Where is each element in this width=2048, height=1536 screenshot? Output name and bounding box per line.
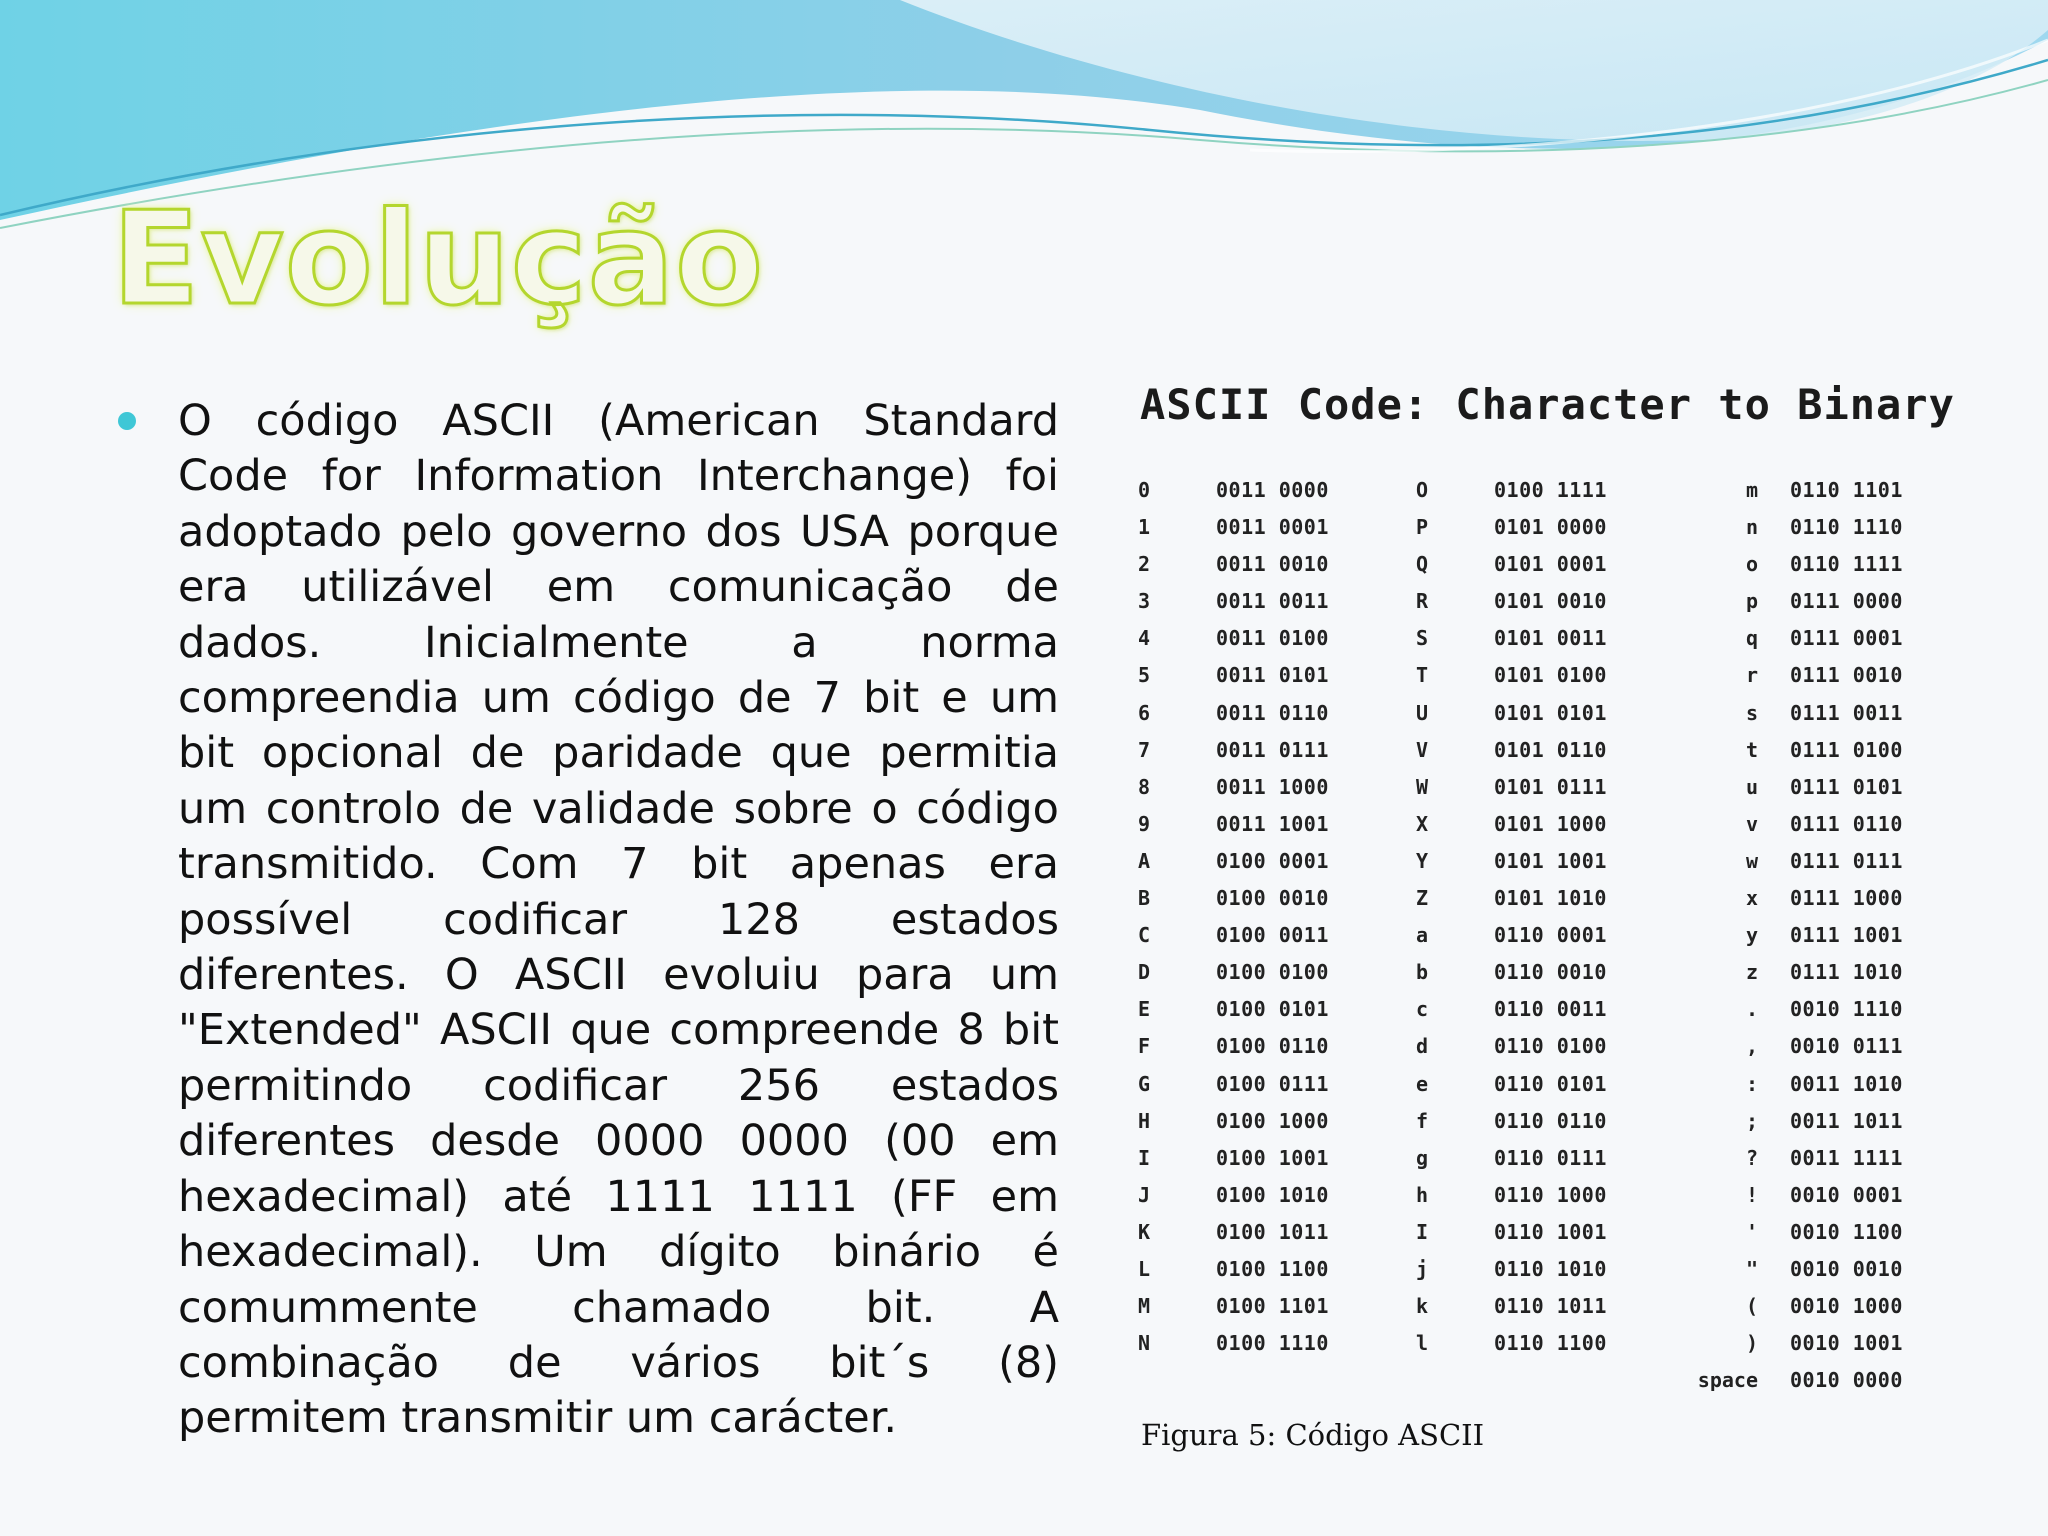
ascii-binary: 0110 1010	[1494, 1256, 1607, 1281]
ascii-character: !	[1745, 1182, 1758, 1207]
figure-caption: Figura 5: Código ASCII	[1141, 1418, 1485, 1452]
ascii-character: F	[1138, 1034, 1151, 1059]
ascii-character: S	[1416, 626, 1429, 651]
ascii-character: w	[1745, 848, 1758, 873]
ascii-character: L	[1138, 1256, 1151, 1281]
ascii-character: e	[1416, 1071, 1429, 1096]
ascii-row	[1138, 1177, 1418, 1214]
ascii-character: space	[1697, 1368, 1758, 1393]
ascii-binary: 0100 0011	[1216, 923, 1329, 948]
ascii-character: G	[1138, 1071, 1151, 1096]
ascii-row	[1138, 1028, 1418, 1065]
ascii-row	[1138, 546, 1418, 583]
ascii-row	[1662, 917, 1942, 954]
ascii-binary: 0101 0111	[1494, 774, 1607, 799]
ascii-character: 8	[1138, 774, 1151, 799]
ascii-binary: 0100 1110	[1216, 1331, 1329, 1356]
ascii-character: J	[1138, 1182, 1151, 1207]
ascii-character: M	[1138, 1294, 1151, 1319]
ascii-binary: 0110 1101	[1790, 478, 1903, 502]
ascii-row	[1416, 1103, 1696, 1140]
ascii-character: ?	[1745, 1145, 1758, 1170]
ascii-binary: 0010 1001	[1790, 1331, 1903, 1356]
ascii-binary: 0111 0111	[1790, 848, 1903, 873]
ascii-row	[1416, 769, 1696, 806]
ascii-column-1	[1138, 472, 1418, 1362]
ascii-binary: 0101 0101	[1494, 700, 1607, 725]
ascii-binary: 0011 1010	[1790, 1071, 1903, 1096]
ascii-row	[1416, 1066, 1696, 1103]
ascii-character: t	[1745, 737, 1758, 762]
ascii-row	[1662, 991, 1942, 1028]
ascii-row	[1138, 1288, 1418, 1325]
ascii-row	[1662, 769, 1942, 806]
ascii-row	[1416, 880, 1696, 917]
ascii-binary: 0111 0010	[1790, 663, 1903, 688]
figure-title: ASCII Code: Character to Binary	[1140, 380, 1955, 429]
ascii-binary: 0011 0111	[1216, 737, 1329, 762]
ascii-binary: 0101 0100	[1494, 663, 1607, 688]
ascii-row	[1662, 1325, 1942, 1362]
ascii-character: C	[1138, 923, 1151, 948]
ascii-character: T	[1416, 663, 1429, 688]
ascii-character: s	[1745, 700, 1758, 725]
ascii-row	[1416, 1177, 1696, 1214]
ascii-binary: 0011 1111	[1790, 1145, 1903, 1170]
ascii-binary: 0101 1010	[1494, 886, 1607, 911]
ascii-binary: 0011 0100	[1216, 626, 1329, 651]
ascii-binary: 0011 0000	[1216, 478, 1329, 502]
ascii-character: l	[1416, 1331, 1429, 1356]
ascii-binary: 0110 0010	[1494, 960, 1607, 985]
ascii-row	[1138, 1251, 1418, 1288]
ascii-row	[1138, 769, 1418, 806]
ascii-character: H	[1138, 1108, 1151, 1133]
ascii-binary: 0100 1111	[1494, 478, 1607, 502]
ascii-binary: 0010 0010	[1790, 1256, 1903, 1281]
ascii-row	[1416, 546, 1696, 583]
ascii-row	[1416, 695, 1696, 732]
ascii-binary: 0011 0001	[1216, 515, 1329, 540]
ascii-binary: 0011 0011	[1216, 589, 1329, 614]
ascii-character: I	[1416, 1219, 1429, 1244]
ascii-row	[1138, 843, 1418, 880]
ascii-binary: 0010 0001	[1790, 1182, 1903, 1207]
ascii-character: 2	[1138, 552, 1151, 577]
ascii-column-3	[1662, 472, 1942, 1399]
ascii-row	[1662, 1288, 1942, 1325]
ascii-binary: 0011 0101	[1216, 663, 1329, 688]
ascii-row	[1662, 1177, 1942, 1214]
ascii-character: I	[1138, 1145, 1151, 1170]
ascii-binary: 0011 0010	[1216, 552, 1329, 577]
ascii-character: f	[1416, 1108, 1429, 1133]
ascii-binary: 0100 0110	[1216, 1034, 1329, 1059]
ascii-row	[1662, 732, 1942, 769]
ascii-row	[1416, 1288, 1696, 1325]
ascii-character: (	[1745, 1294, 1758, 1319]
ascii-row	[1138, 695, 1418, 732]
ascii-character: V	[1416, 737, 1429, 762]
ascii-binary: 0010 1100	[1790, 1219, 1903, 1244]
ascii-binary: 0111 1000	[1790, 886, 1903, 911]
ascii-column-2	[1416, 472, 1696, 1362]
ascii-row	[1662, 1066, 1942, 1103]
ascii-binary: 0101 1001	[1494, 848, 1607, 873]
ascii-binary: 0011 1011	[1790, 1108, 1903, 1133]
body-paragraph: O código ASCII (American Standard Code for Information Interchange) foi adoptado pelo governo dos USA porque era utilizável em comunicação de dados. Inicialmente a norma compreendia um código de 7 bit e um bit opcional de paridade que permitia um controlo de validade sobre o código transmitido. Com 7 bit apenas era possível codificar 128 estados diferentes. O ASCII evoluiu para um "Extended" ASCII que compreende 8 bit permitindo codificar 256 estados diferentes desde 0000 0000 (00 em hexadecimal) até 1111 1111 (FF em hexadecimal). Um dígito binário é comummente chamado bit. A combinação de vários bit´s (8) permitem transmitir um carácter.	[178, 396, 1059, 1444]
bullet-icon	[118, 412, 136, 430]
ascii-row	[1138, 917, 1418, 954]
ascii-row	[1138, 620, 1418, 657]
ascii-character: h	[1416, 1182, 1429, 1207]
ascii-row	[1662, 657, 1942, 694]
ascii-row	[1138, 732, 1418, 769]
ascii-binary: 0111 0101	[1790, 774, 1903, 799]
ascii-character: 7	[1138, 737, 1151, 762]
ascii-binary: 0101 0001	[1494, 552, 1607, 577]
ascii-binary: 0111 0001	[1790, 626, 1903, 651]
ascii-character: 9	[1138, 811, 1151, 836]
ascii-row	[1662, 1362, 1942, 1399]
ascii-row	[1416, 1140, 1696, 1177]
ascii-row	[1662, 1028, 1942, 1065]
ascii-row	[1138, 954, 1418, 991]
ascii-row	[1138, 880, 1418, 917]
ascii-row	[1662, 843, 1942, 880]
ascii-row	[1138, 991, 1418, 1028]
ascii-character: 0	[1138, 478, 1151, 502]
ascii-binary: 0101 0110	[1494, 737, 1607, 762]
ascii-binary: 0011 1000	[1216, 774, 1329, 799]
ascii-character: a	[1416, 923, 1429, 948]
ascii-character: o	[1745, 552, 1758, 577]
ascii-binary: 0100 0010	[1216, 886, 1329, 911]
ascii-character: u	[1745, 774, 1758, 799]
ascii-row	[1416, 1028, 1696, 1065]
ascii-character: R	[1416, 589, 1429, 614]
ascii-row	[1416, 917, 1696, 954]
ascii-character: x	[1745, 886, 1758, 911]
ascii-character: E	[1138, 997, 1151, 1022]
ascii-binary: 0100 1101	[1216, 1294, 1329, 1319]
ascii-row	[1662, 880, 1942, 917]
ascii-character: j	[1416, 1256, 1429, 1281]
ascii-binary: 0100 1100	[1216, 1256, 1329, 1281]
ascii-row	[1662, 546, 1942, 583]
ascii-character: .	[1745, 997, 1758, 1022]
ascii-binary: 0110 0011	[1494, 997, 1607, 1022]
ascii-binary: 0100 1011	[1216, 1219, 1329, 1244]
ascii-row	[1416, 472, 1696, 509]
ascii-row	[1416, 732, 1696, 769]
ascii-binary: 0111 0110	[1790, 811, 1903, 836]
ascii-binary: 0111 0011	[1790, 700, 1903, 725]
ascii-binary: 0100 1000	[1216, 1108, 1329, 1133]
ascii-character: A	[1138, 848, 1151, 873]
ascii-character: 6	[1138, 700, 1151, 725]
ascii-row	[1416, 1251, 1696, 1288]
ascii-row	[1416, 1325, 1696, 1362]
ascii-figure	[1130, 380, 2010, 1400]
ascii-binary: 0100 0100	[1216, 960, 1329, 985]
ascii-row	[1416, 806, 1696, 843]
ascii-character: k	[1416, 1294, 1429, 1319]
ascii-character: O	[1416, 478, 1429, 502]
ascii-binary: 0101 1000	[1494, 811, 1607, 836]
ascii-binary: 0100 0001	[1216, 848, 1329, 873]
ascii-row	[1416, 620, 1696, 657]
ascii-binary: 0100 0101	[1216, 997, 1329, 1022]
ascii-row	[1138, 1103, 1418, 1140]
ascii-binary: 0010 1110	[1790, 997, 1903, 1022]
ascii-row	[1662, 1214, 1942, 1251]
ascii-row	[1138, 1325, 1418, 1362]
ascii-binary: 0101 0011	[1494, 626, 1607, 651]
ascii-character: K	[1138, 1219, 1151, 1244]
ascii-row	[1416, 1214, 1696, 1251]
ascii-row	[1662, 1103, 1942, 1140]
ascii-character: b	[1416, 960, 1429, 985]
ascii-row	[1138, 1140, 1418, 1177]
ascii-binary: 0010 0111	[1790, 1034, 1903, 1059]
ascii-row	[1662, 954, 1942, 991]
ascii-character: c	[1416, 997, 1429, 1022]
ascii-row	[1662, 1140, 1942, 1177]
ascii-character: 3	[1138, 589, 1151, 614]
ascii-character: N	[1138, 1331, 1151, 1356]
ascii-row	[1416, 657, 1696, 694]
ascii-character: ;	[1745, 1108, 1758, 1133]
ascii-binary: 0110 0111	[1494, 1145, 1607, 1170]
ascii-binary: 0100 1010	[1216, 1182, 1329, 1207]
ascii-binary: 0111 0100	[1790, 737, 1903, 762]
ascii-character: P	[1416, 515, 1429, 540]
ascii-binary: 0110 0100	[1494, 1034, 1607, 1059]
ascii-character: D	[1138, 960, 1151, 985]
ascii-character: Q	[1416, 552, 1429, 577]
ascii-binary: 0111 1010	[1790, 960, 1903, 985]
ascii-row	[1662, 806, 1942, 843]
ascii-character: Z	[1416, 886, 1429, 911]
ascii-row	[1662, 1251, 1942, 1288]
ascii-character: ,	[1745, 1034, 1758, 1059]
ascii-row	[1138, 1066, 1418, 1103]
ascii-character: n	[1745, 515, 1758, 540]
ascii-character: Y	[1416, 848, 1429, 873]
ascii-character: g	[1416, 1145, 1429, 1170]
ascii-character: "	[1745, 1256, 1758, 1281]
ascii-character: B	[1138, 886, 1151, 911]
ascii-row	[1662, 472, 1942, 509]
ascii-binary: 0110 0101	[1494, 1071, 1607, 1096]
ascii-character: z	[1745, 960, 1758, 985]
ascii-character: )	[1745, 1331, 1758, 1356]
ascii-row	[1138, 472, 1418, 509]
ascii-character: v	[1745, 811, 1758, 836]
ascii-row	[1416, 509, 1696, 546]
ascii-row	[1416, 954, 1696, 991]
ascii-binary: 0110 1110	[1790, 515, 1903, 540]
ascii-character: m	[1745, 478, 1758, 502]
ascii-binary: 0010 1000	[1790, 1294, 1903, 1319]
slide-title: Evolução	[112, 185, 764, 334]
ascii-character: :	[1745, 1071, 1758, 1096]
ascii-row	[1138, 1214, 1418, 1251]
ascii-binary: 0100 0111	[1216, 1071, 1329, 1096]
ascii-binary: 0011 1001	[1216, 811, 1329, 836]
ascii-row	[1662, 583, 1942, 620]
ascii-character: U	[1416, 700, 1429, 725]
ascii-binary: 0110 1100	[1494, 1331, 1607, 1356]
ascii-binary: 0110 0110	[1494, 1108, 1607, 1133]
ascii-row	[1138, 657, 1418, 694]
ascii-row	[1138, 583, 1418, 620]
ascii-character: y	[1745, 923, 1758, 948]
ascii-binary: 0110 1001	[1494, 1219, 1607, 1244]
ascii-binary: 0110 0001	[1494, 923, 1607, 948]
ascii-row	[1138, 509, 1418, 546]
ascii-binary: 0110 1111	[1790, 552, 1903, 577]
ascii-binary: 0101 0000	[1494, 515, 1607, 540]
ascii-character: 1	[1138, 515, 1151, 540]
ascii-row	[1416, 843, 1696, 880]
ascii-character: X	[1416, 811, 1429, 836]
ascii-character: W	[1416, 774, 1429, 799]
ascii-character: '	[1745, 1219, 1758, 1244]
ascii-character: d	[1416, 1034, 1429, 1059]
ascii-row	[1138, 806, 1418, 843]
ascii-binary: 0110 1000	[1494, 1182, 1607, 1207]
ascii-binary: 0111 1001	[1790, 923, 1903, 948]
ascii-character: r	[1745, 663, 1758, 688]
ascii-binary: 0100 1001	[1216, 1145, 1329, 1170]
ascii-row	[1416, 583, 1696, 620]
ascii-row	[1662, 695, 1942, 732]
ascii-binary: 0101 0010	[1494, 589, 1607, 614]
ascii-binary: 0011 0110	[1216, 700, 1329, 725]
ascii-character: 5	[1138, 663, 1151, 688]
ascii-character: q	[1745, 626, 1758, 651]
ascii-binary: 0110 1011	[1494, 1294, 1607, 1319]
ascii-character: 4	[1138, 626, 1151, 651]
ascii-binary: 0010 0000	[1790, 1368, 1903, 1393]
ascii-row	[1416, 991, 1696, 1028]
ascii-binary: 0111 0000	[1790, 589, 1903, 614]
ascii-row	[1662, 509, 1942, 546]
ascii-character: p	[1745, 589, 1758, 614]
ascii-row	[1662, 620, 1942, 657]
